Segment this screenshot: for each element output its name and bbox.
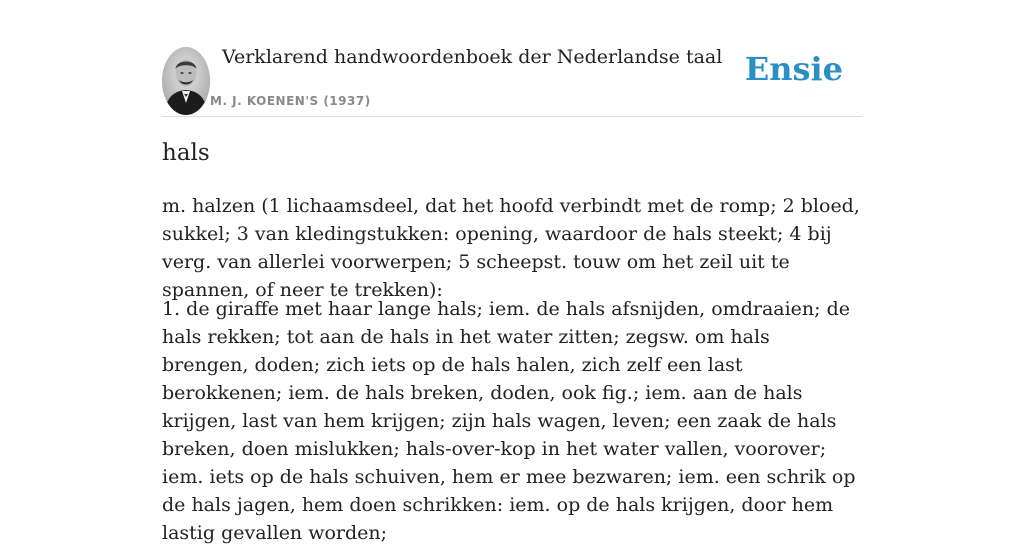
entry-headword: hals — [162, 140, 210, 166]
page — [162, 0, 862, 544]
header — [162, 0, 862, 117]
entry-definition: m. halzen (1 lichaamsdeel, dat het hoofd verbindt met de romp; 2 bloed, sukkel; 3 van kledingstukken: opening, waardoor de hals steekt; 4 bij verg. van allerlei voorwerpen; 5 scheepst. touw om het zeil uit te spannen, of neer te trekken): — [162, 195, 860, 301]
ensie-logo-link[interactable]: Ensie — [744, 50, 843, 88]
book-title: Verklarend handwoordenboek der Nederlandse taal — [222, 46, 723, 68]
book-subtitle: M. J. KOENEN'S (1937) — [210, 94, 371, 108]
author-portrait-icon — [162, 47, 210, 115]
entry-examples: 1. de giraffe met haar lange hals; iem. de hals afsnijden, omdraaien; de hals rekken; tot aan de hals in het water zitten; zegsw. om hals brengen, doden; zich iets op de hals halen, zich zelf een last berokkenen; iem. de hals breken, doden, ook fig.; iem. aan de hals krijgen, last van hem krijgen; zijn hals wagen, leven; een zaak de hals breken, doen mislukken; hals-over-kop in het water vallen, voorover; iem. iets op de hals schuiven, hem er mee bezwaren; iem. een schrik op de hals jagen, hem doen schrikken: iem. op de hals krijgen, door hem lastig gevallen worden; — [162, 298, 856, 544]
author-portrait — [162, 47, 210, 115]
